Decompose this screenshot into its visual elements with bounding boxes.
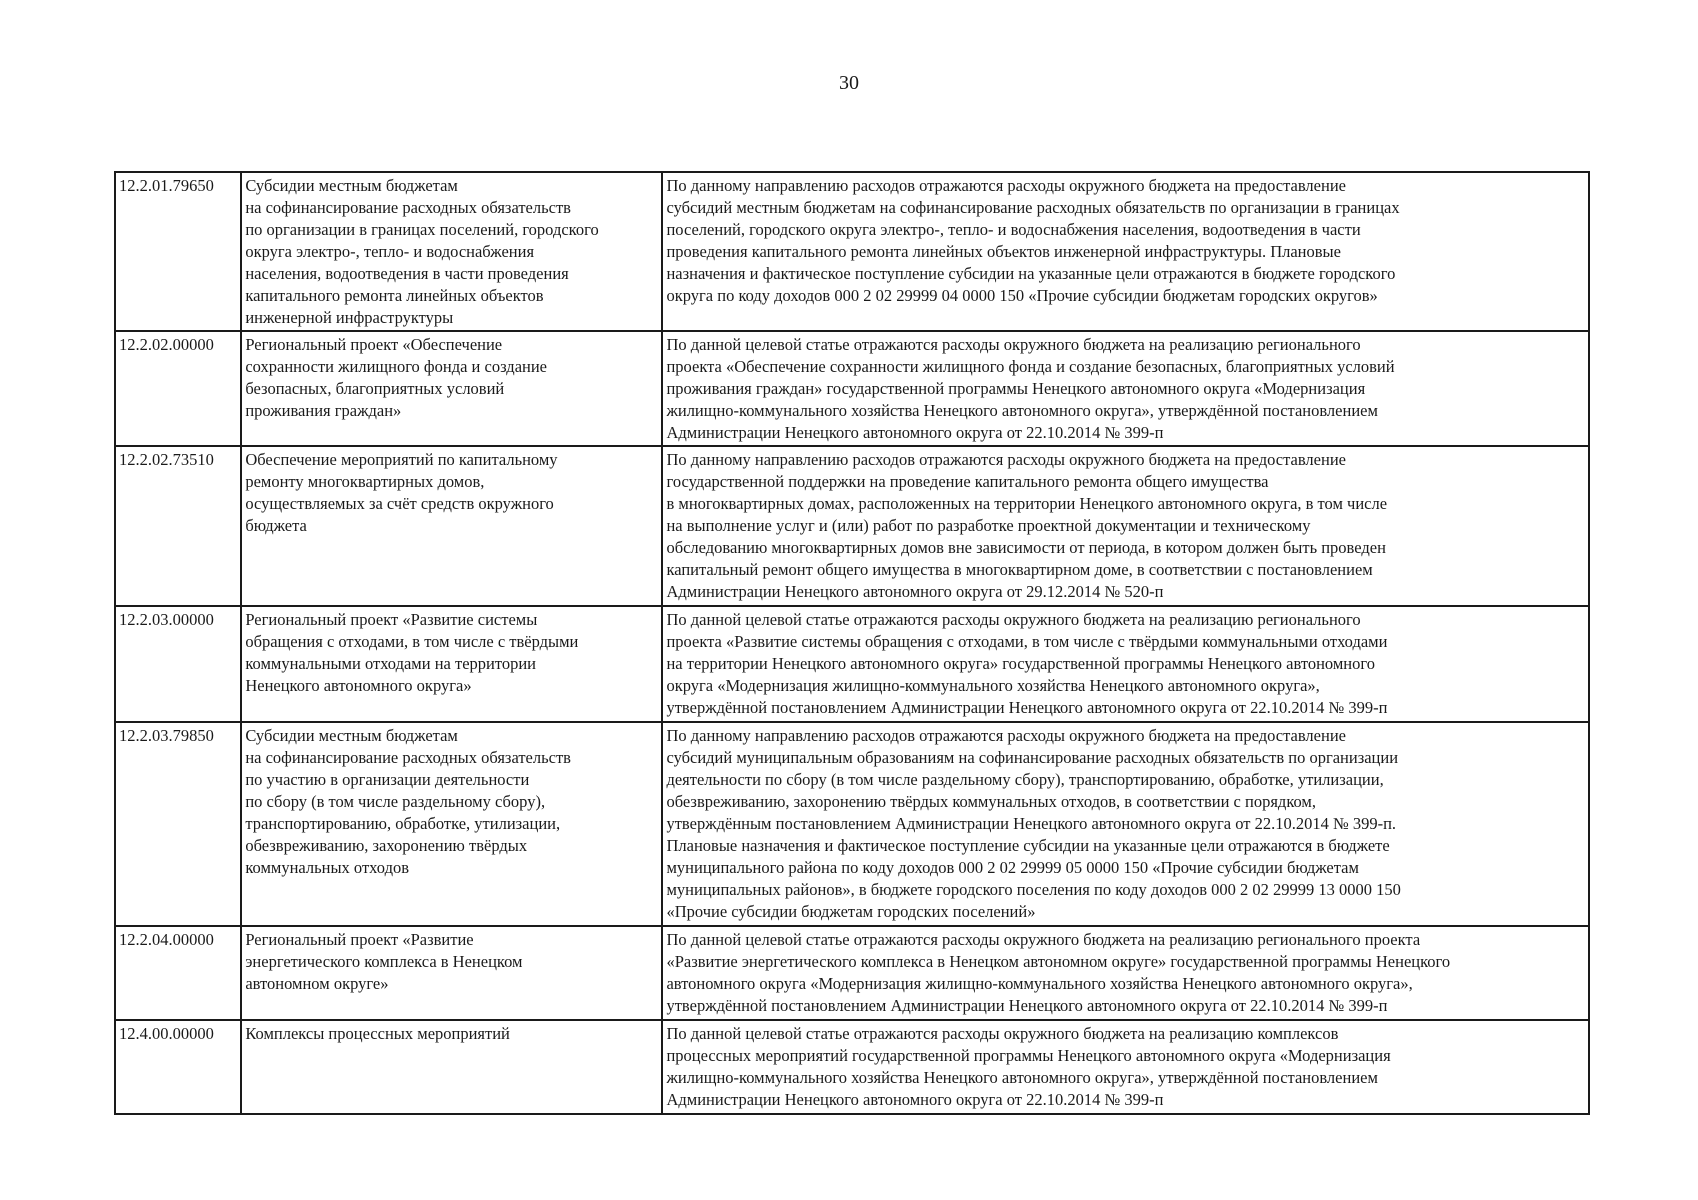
table-row [115,1020,1589,1114]
target-article-description: По данной целевой статье отражаются расходы окружного бюджета на реализацию регионального проекта «Развитие энергетического комплекса в Ненецком автономном округе» государственной программы Ненецкого автономного округа «Модернизация жилищно-коммунального хозяйства Ненецкого автономного округа», утверждённой постановлением Администрации Ненецкого автономного округа от 22.10.2014 № 399-п [662,926,1589,1020]
target-article-description: По данному направлению расходов отражаются расходы окружного бюджета на предоставление субсидий местным бюджетам на софинансирование расходных обязательств по организации в границах поселений, городского округа электро-, тепло- и водоснабжения населения, водоотведения в части проведения капитального ремонта линейных объектов инженерной инфраструктуры. Плановые назначения и фактическое поступление субсидии на указанные цели отражаются в бюджете городского округа по коду доходов 000 2 02 29999 04 0000 150 «Прочие субсидии бюджетам городских округов» [662,172,1589,331]
target-article-code: 12.2.01.79650 [115,172,241,331]
target-article-description: По данному направлению расходов отражаются расходы окружного бюджета на предоставление государственной поддержки на проведение капитального ремонта общего имущества в многоквартирных домах, расположенных на территории Ненецкого автономного округа, в том числе на выполнение услуг и (или) работ по разработке проектной документации и техническому обследованию многоквартирных домов вне зависимости от периода, в котором должен быть проведен капитальный ремонт общего имущества в многоквартирном доме, в соответствии с постановлением Администрации Ненецкого автономного округа от 29.12.2014 № 520-п [662,446,1589,606]
target-article-description: По данной целевой статье отражаются расходы окружного бюджета на реализацию регионального проекта «Развитие системы обращения с отходами, в том числе с твёрдыми коммунальными отходами на территории Ненецкого автономного округа» государственной программы Ненецкого автономного округа «Модернизация жилищно-коммунального хозяйства Ненецкого автономного округа», утверждённой постановлением Администрации Ненецкого автономного округа от 22.10.2014 № 399-п [662,606,1589,722]
table-row [115,606,1589,722]
target-article-name: Региональный проект «Развитие системы обращения с отходами, в том числе с твёрдыми коммунальными отходами на территории Ненецкого автономного округа» [241,606,662,722]
table-row [115,722,1589,926]
target-article-code: 12.2.03.79850 [115,722,241,926]
table-row [115,926,1589,1020]
table-row [115,331,1589,446]
target-article-code: 12.2.02.73510 [115,446,241,606]
target-article-name: Субсидии местным бюджетам на софинансирование расходных обязательств по участию в организации деятельности по сбору (в том числе раздельному сбору), транспортированию, обработке, утилизации, обезвреживанию, захоронению твёрдых коммунальных отходов [241,722,662,926]
table-row [115,172,1589,331]
target-article-description: По данному направлению расходов отражаются расходы окружного бюджета на предоставление субсидий муниципальным образованиям на софинансирование расходных обязательств по организации деятельности по сбору (в том числе раздельному сбору), транспортированию, обработке, утилизации, обезвреживанию, захоронению твёрдых коммунальных отходов, в соответствии с порядком, утверждённым постановлением Администрации Ненецкого автономного округа от 22.10.2014 № 399-п. Плановые назначения и фактическое поступление субсидии на указанные цели отражаются в бюджете муниципального района по коду доходов 000 2 02 29999 05 0000 150 «Прочие субсидии бюджетам муниципальных районов», в бюджете городского поселения по коду доходов 000 2 02 29999 13 0000 150 «Прочие субсидии бюджетам городских поселений» [662,722,1589,926]
target-article-name: Субсидии местным бюджетам на софинансирование расходных обязательств по организации в границах поселений, городского округа электро-, тепло- и водоснабжения населения, водоотведения в части проведения капитального ремонта линейных объектов инженерной инфраструктуры [241,172,662,331]
target-article-code: 12.2.04.00000 [115,926,241,1020]
target-article-code: 12.4.00.00000 [115,1020,241,1114]
target-article-code: 12.2.03.00000 [115,606,241,722]
target-article-description: По данной целевой статье отражаются расходы окружного бюджета на реализацию регионального проекта «Обеспечение сохранности жилищного фонда и создание безопасных, благоприятных условий проживания граждан» государственной программы Ненецкого автономного округа «Модернизация жилищно-коммунального хозяйства Ненецкого автономного округа», утверждённой постановлением Администрации Ненецкого автономного округа от 22.10.2014 № 399-п [662,331,1589,446]
target-article-name: Региональный проект «Развитие энергетического комплекса в Ненецком автономном округе» [241,926,662,1020]
budget-classification-table [114,171,1590,1115]
target-article-name: Комплексы процессных мероприятий [241,1020,662,1114]
target-article-name: Региональный проект «Обеспечение сохранности жилищного фонда и создание безопасных, благоприятных условий проживания граждан» [241,331,662,446]
target-article-code: 12.2.02.00000 [115,331,241,446]
table-row [115,446,1589,606]
page-number: 30 [839,72,859,94]
target-article-name: Обеспечение мероприятий по капитальному ремонту многоквартирных домов, осуществляемых за счёт средств окружного бюджета [241,446,662,606]
target-article-description: По данной целевой статье отражаются расходы окружного бюджета на реализацию комплексов процессных мероприятий государственной программы Ненецкого автономного округа «Модернизация жилищно-коммунального хозяйства Ненецкого автономного округа», утверждённой постановлением Администрации Ненецкого автономного округа от 22.10.2014 № 399-п [662,1020,1589,1114]
